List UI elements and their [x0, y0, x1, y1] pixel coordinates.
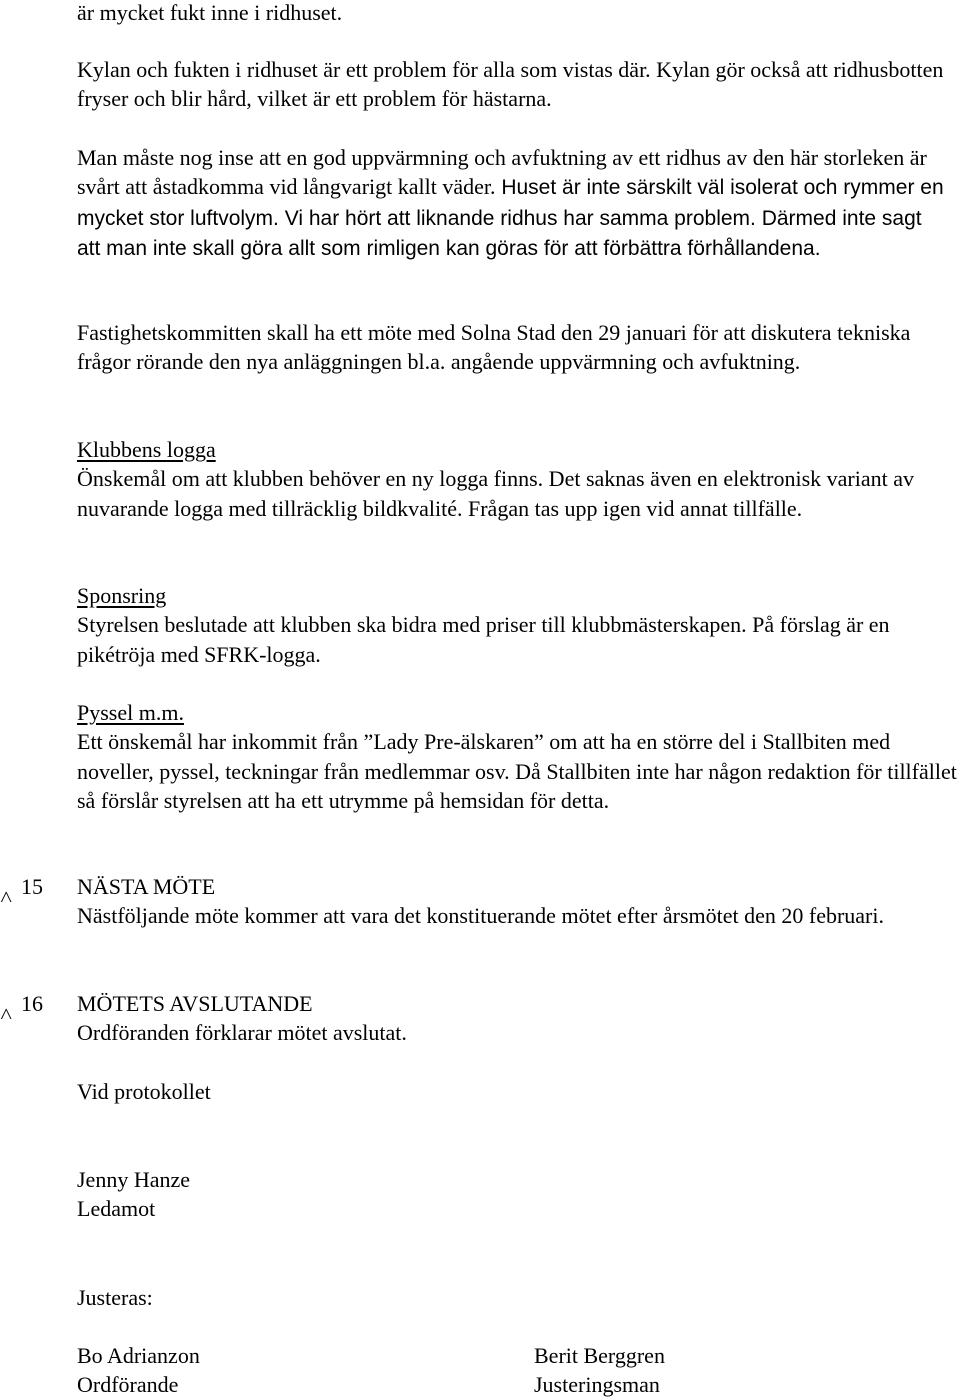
subsection-sponsring	[77, 581, 957, 669]
secretary-signature	[77, 1165, 957, 1224]
signer-name: Berit Berggren	[534, 1343, 665, 1368]
paragraph-fukt-text: är mycket fukt inne i ridhuset.	[77, 0, 343, 25]
signer-justeringsman	[534, 1341, 834, 1400]
section-marker-icon: ˄	[0, 884, 13, 909]
secretary-role: Ledamot	[77, 1196, 156, 1222]
subsection-klubbens-logga	[77, 435, 957, 523]
subsection-pyssel	[77, 698, 957, 815]
section-nasta-mote	[77, 872, 957, 931]
section-number: 15	[21, 874, 43, 899]
subsection-heading: Sponsring	[77, 583, 167, 608]
signer-role: Ordförande	[77, 1372, 179, 1398]
section-marker-icon: ˄	[0, 1001, 13, 1026]
subsection-text: Önskemål om att klubben behöver en ny logga finns. Det saknas även en elektronisk variant av nuvarande logga med tillräcklig bildkvalité. Frågan tas upp igen vid annat tillfälle.	[77, 466, 914, 521]
subsection-heading: Pyssel m.m.	[77, 700, 184, 725]
signer-chair	[77, 1341, 377, 1400]
signer-role: Justeringsman	[534, 1372, 660, 1398]
section-title: NÄSTA MÖTE	[77, 874, 216, 899]
section-text: Nästföljande möte kommer att vara det konstituerande mötet efter årsmötet den 20 februari.	[77, 903, 884, 929]
section-number: 16	[21, 991, 43, 1016]
subsection-text: Ett önskemål har inkommit från ”Lady Pre-älskaren” om att ha en större del i Stallbiten med noveller, pyssel, teckningar från medlemmar osv. Då Stallbiten inte har någon redaktion för tillfället så förslår styrelsen att ha ett utrymme på hemsidan för detta.	[77, 729, 957, 813]
subsection-text: Styrelsen beslutade att klubben ska bidra med priser till klubbmästerskapen. På förslag är en pikétröja med SFRK-logga.	[77, 612, 890, 667]
paragraph-fastighetskommitten	[77, 318, 957, 377]
justeras-label: Justeras:	[77, 1285, 153, 1310]
paragraph-fastighetskommitten-text: Fastighetskommitten skall ha ett möte med Solna Stad den 29 januari för att diskutera tekniska frågor rörande den nya anläggningen bl.a. angående uppvärmning och avfuktning.	[77, 320, 911, 375]
paragraph-fukt	[77, 0, 957, 27]
paragraph-kylan-text: Kylan och fukten i ridhuset är ett problem för alla som vistas där. Kylan gör också att ridhusbotten fryser och blir hård, vilket är ett problem för hästarna.	[77, 57, 944, 112]
paragraph-kylan	[77, 55, 957, 114]
subsection-heading: Klubbens logga	[77, 437, 216, 462]
section-title: MÖTETS AVSLUTANDE	[77, 991, 313, 1016]
signer-name: Bo Adrianzon	[77, 1343, 200, 1368]
paragraph-uppvarmning-serif: Man måste nog inse att en god uppvärmning och avfuktning av ett ridhus av den här storleken är svårt att åstadkomma vid långvarigt kallt väder.	[77, 145, 927, 200]
secretary-name: Jenny Hanze	[77, 1167, 191, 1192]
section-motets-avslutande	[77, 989, 957, 1048]
paragraph-uppvarmning-sans: Huset är inte särskilt väl isolerat och rymmer en mycket stor luftvolym. Vi har hört att liknande ridhus har samma problem. Därmed inte sagt att man inte skall göra allt som rimligen kan göras för att förbättra förhållandena.	[77, 176, 944, 260]
vid-protokollet: Vid protokollet	[77, 1079, 211, 1104]
paragraph-uppvarmning	[77, 143, 947, 263]
section-text: Ordföranden förklarar mötet avslutat.	[77, 1020, 407, 1046]
